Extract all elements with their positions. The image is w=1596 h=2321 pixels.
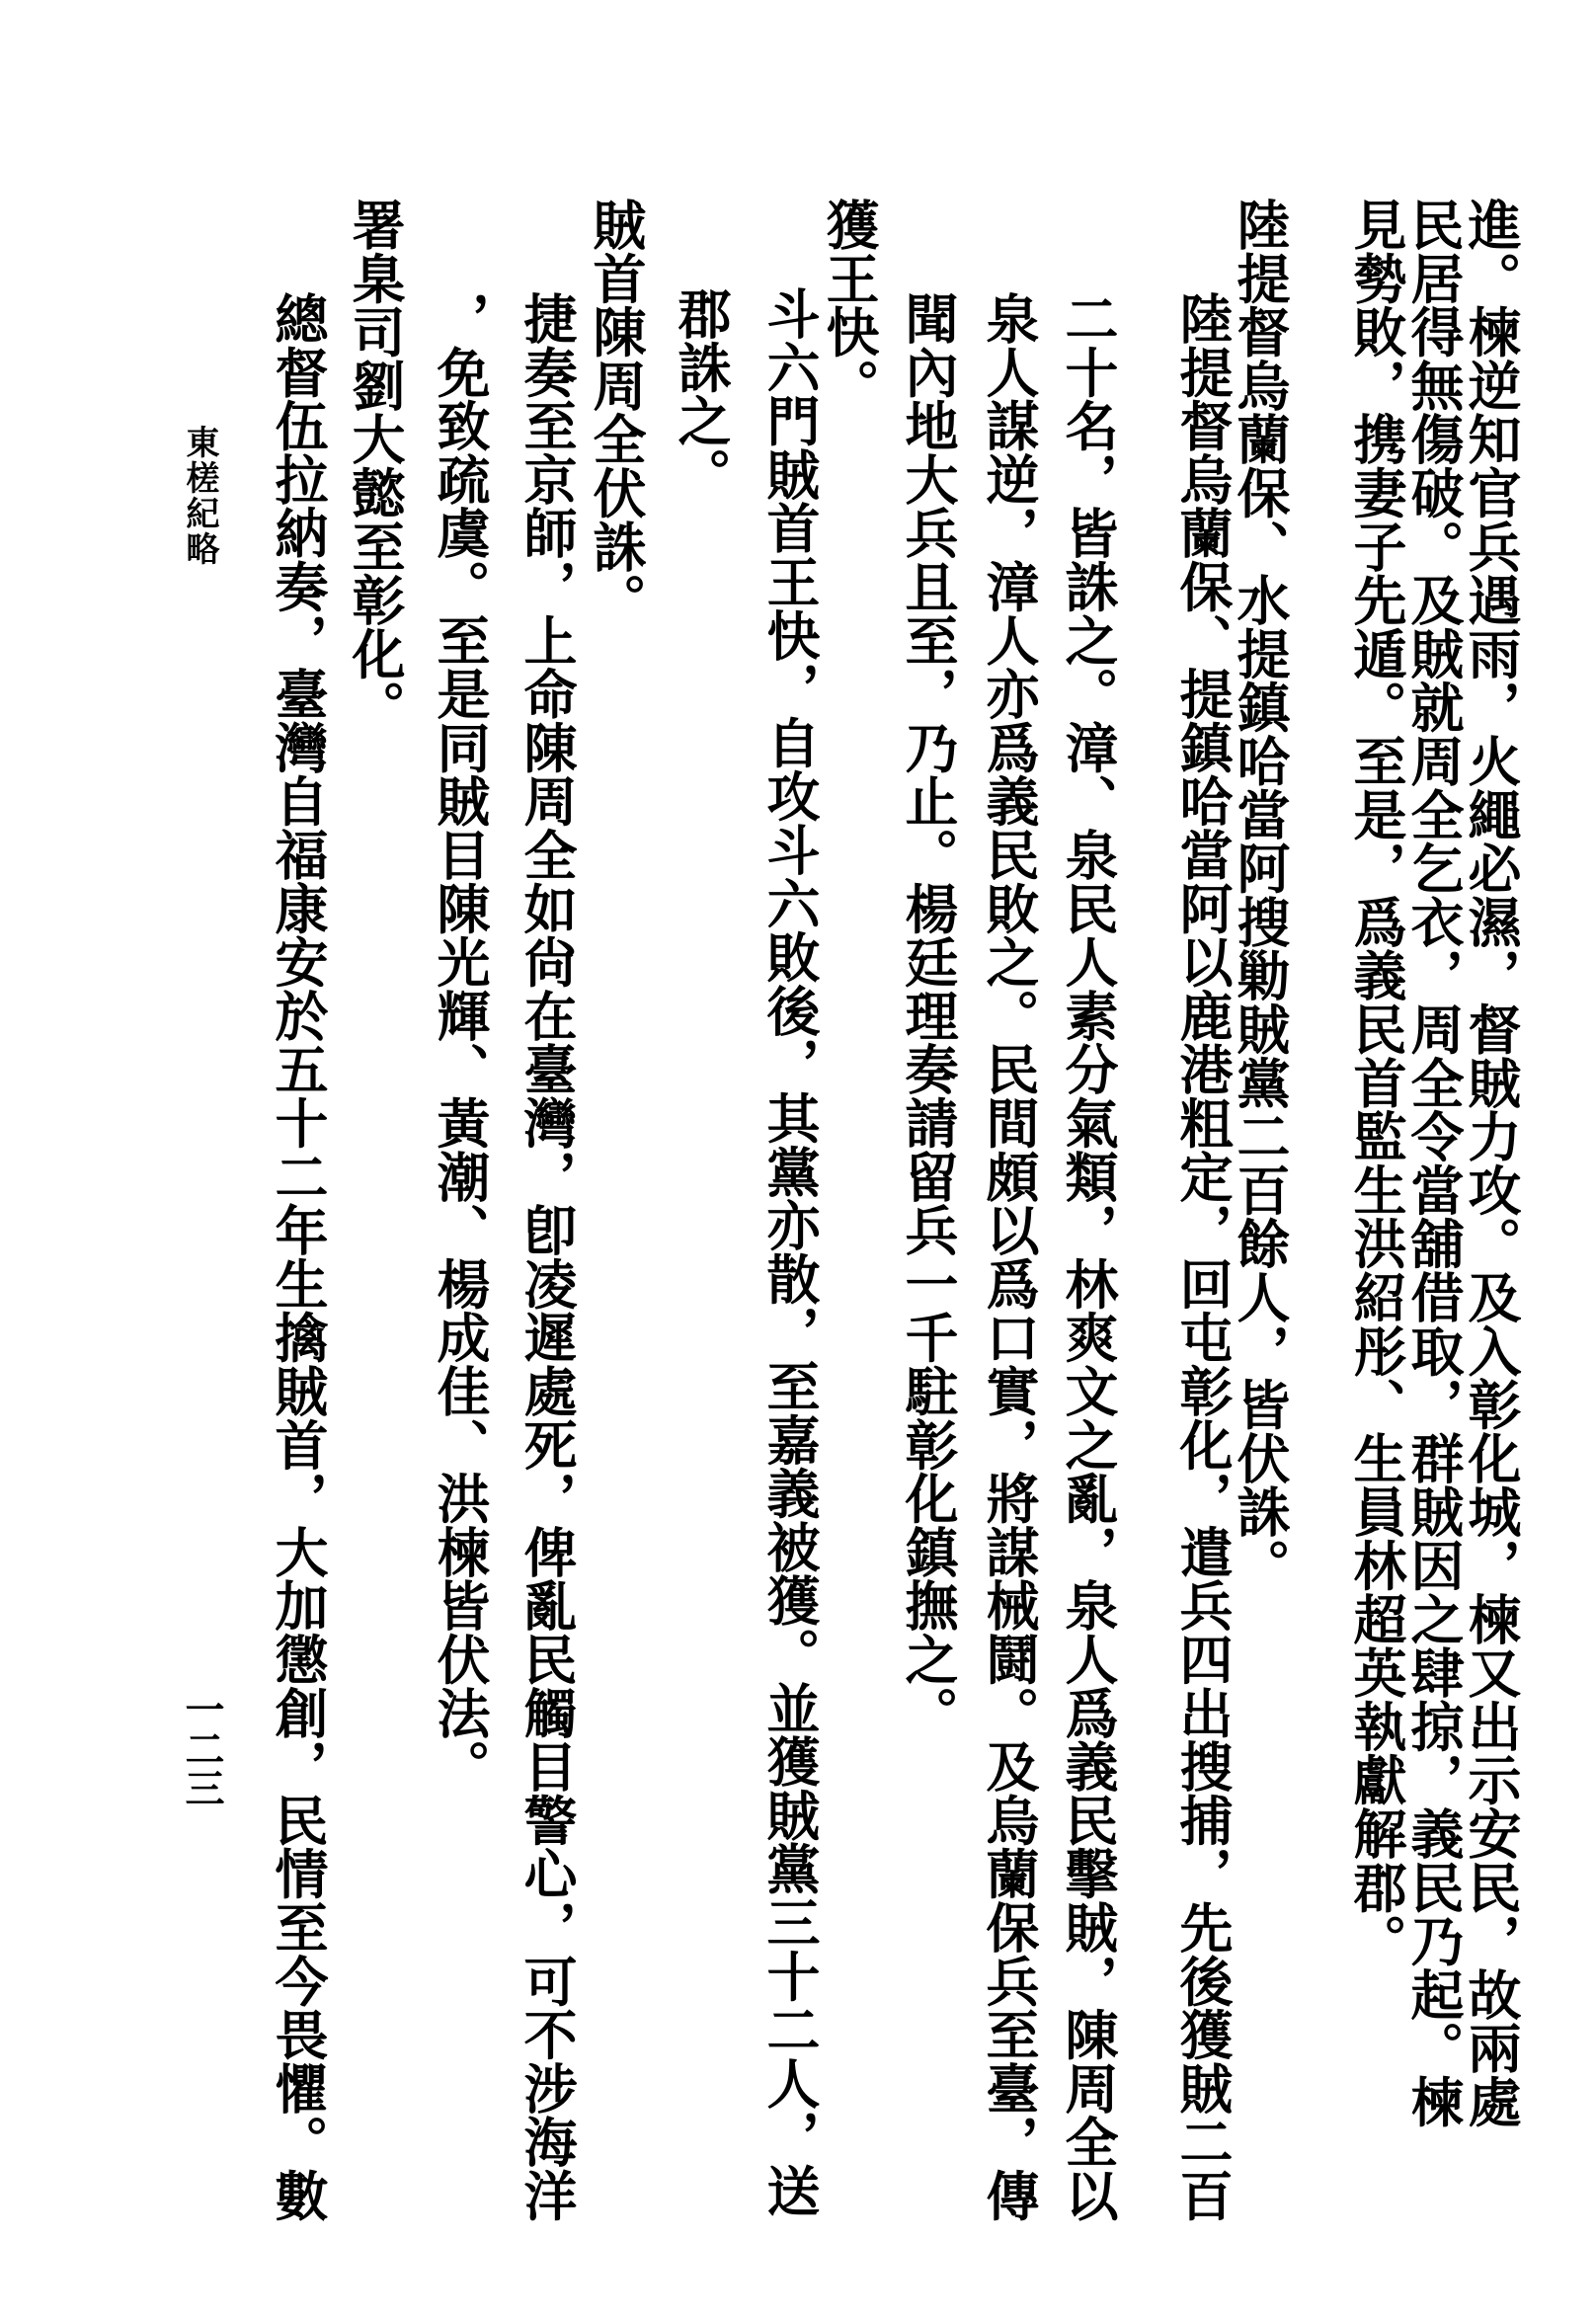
heading-column-12: 賊首陳周全伏誅。 <box>585 198 648 627</box>
text-column-16: 總督伍拉納奏，臺灣自福康安於五十二年生擒賊首，大加懲創，民情至今畏懼。數 <box>267 291 330 2222</box>
text-column-8: 聞內地大兵且至，乃止。楊廷理奏請留兵一千駐彰化鎮撫之。 <box>897 291 960 1740</box>
text-column-10: 斗六門賊首王快，自攻斗六敗後，其黨亦散，至嘉義被獲。並獲賊黨三十二人，送 <box>758 286 822 2217</box>
page-number: 一二三 <box>179 1689 225 1807</box>
book-title-header: 東槎紀略 <box>180 425 219 567</box>
text-column-7: 泉人謀逆，漳人亦爲義民敗之。民間頗以爲口實，將謀械鬪。及烏蘭保兵至臺，傳 <box>978 291 1041 2222</box>
heading-column-4: 陸提督烏蘭保、水提鎮哈當阿搜勦賊黨二百餘人，皆伏誅。 <box>1229 198 1292 1592</box>
heading-column-15: 署臬司劉大懿至彰化。 <box>344 198 407 734</box>
text-column-11: 郡誅之。 <box>670 286 733 502</box>
heading-column-9: 獲王快。 <box>818 198 881 413</box>
text-column-1: 進。楝逆知官兵遇雨，火繩必濕，督賊力攻。及入彰化城，楝又出示安民，故兩處 <box>1460 198 1523 2128</box>
text-column-14: ，免致疏虞。至是同賊目陳光輝、黃潮、楊成佳、洪楝皆伏法。 <box>429 291 492 1794</box>
text-column-5: 陸提督烏蘭保、提鎮哈當阿以鹿港粗定，回屯彰化，遣兵四出搜捕，先後獲賊二百 <box>1171 291 1235 2222</box>
text-column-3: 見勢敗，携妻子先遁。至是，爲義民首監生洪紹彤、生員林超英執獻解郡。 <box>1345 198 1408 1967</box>
text-column-6: 二十名，皆誅之。漳、泉民人素分氣類，林爽文之亂，泉人爲義民擊賊，陳周全以 <box>1057 291 1120 2222</box>
text-column-2: 民居得無傷破。及賊就周全乞衣，周全令當舖借取，群賊因之肆掠，義民乃起。楝 <box>1402 198 1466 2128</box>
text-column-13: 捷奏至京師，上命陳周全如尙在臺灣，卽凌遲處死，俾亂民觸目警心，可不涉海洋 <box>516 291 579 2222</box>
